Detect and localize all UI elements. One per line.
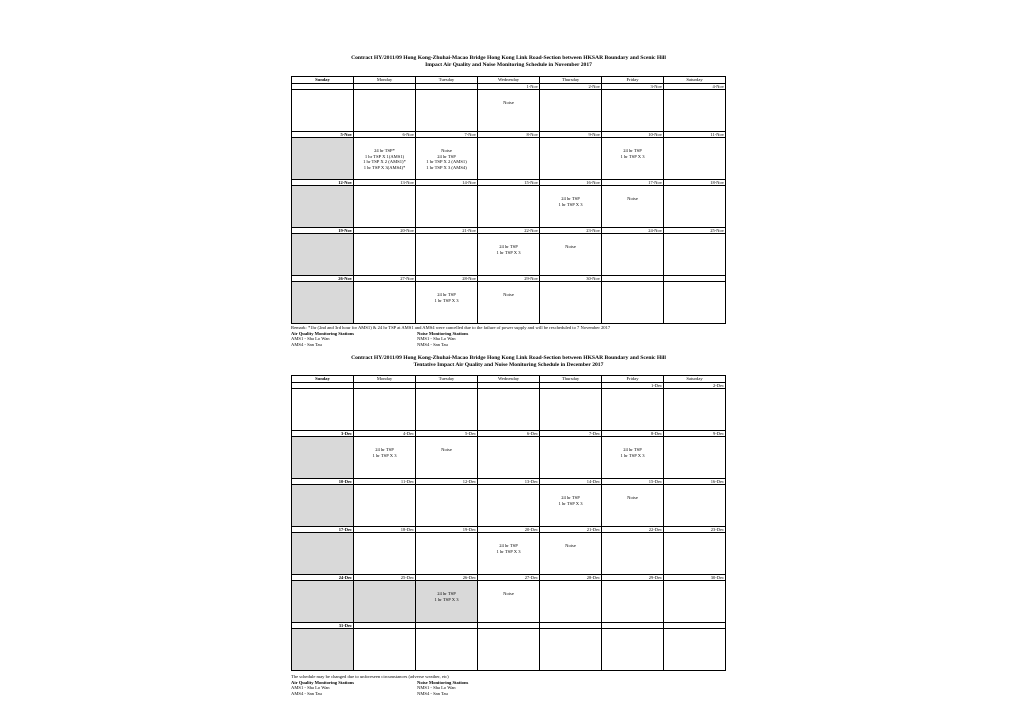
day-cell: [602, 234, 664, 276]
day-cell: [292, 629, 354, 671]
date-label: 19-Nov: [292, 228, 354, 234]
day-cell: [540, 234, 602, 276]
activity-line: Noise: [441, 148, 452, 153]
day-cell: [354, 437, 416, 479]
dec-aq-2: AMS4 - San Tau: [291, 690, 322, 696]
date-label: 14-Dec: [540, 479, 602, 485]
day-cell: [478, 138, 540, 180]
activity-line: 24 hr TSP: [437, 591, 456, 596]
day-cell: [664, 234, 726, 276]
day-cell: [478, 437, 540, 479]
weekday-header: Monday: [354, 77, 416, 84]
date-label: 2-Dec: [664, 383, 726, 389]
day-cell: [416, 581, 478, 623]
day-cell: [664, 90, 726, 132]
activity-line: 24 hr TSP: [499, 244, 518, 249]
day-cell: [664, 581, 726, 623]
activity-line: 1 hr TSP X 3: [496, 548, 521, 554]
dec-aq-label: Air Quality Monitoring Stations: [291, 679, 355, 685]
activity-line: 1 hr TSP X 3: [372, 452, 397, 458]
day-cell: [540, 581, 602, 623]
day-cell: [354, 581, 416, 623]
date-label: 22-Dec: [602, 527, 664, 533]
activity-line: Noise: [503, 292, 514, 297]
day-cell: [292, 90, 354, 132]
day-cell: [354, 234, 416, 276]
day-cell: [416, 533, 478, 575]
day-cell: [664, 186, 726, 228]
nov-notes: [291, 325, 610, 347]
date-label: 3-Dec: [292, 431, 354, 437]
november-calendar: [291, 76, 726, 324]
day-cell: [292, 138, 354, 180]
date-label: 2-Nov: [540, 84, 602, 90]
nov-remark: Remark: *1hr (2nd and 3rd hour for AMS1) & 24 hr TSP at AMS1 and AMS4 were cancelled due to the failure of power supply and will be rescheduled to 7 November 2017: [291, 325, 611, 330]
day-cell: [478, 186, 540, 228]
day-cell: [416, 186, 478, 228]
day-cell: [540, 629, 602, 671]
nov-title-line1: Contract HY/2011/09 Hong Kong-Zhuhai-Macao Bridge Hong Kong Link Road-Section between HKSAR Boundary and Scenic Hill: [351, 55, 666, 61]
weekday-header: Monday: [354, 376, 416, 383]
activity-line: 1 hr TSP X 3: [558, 201, 583, 207]
day-cell: [602, 437, 664, 479]
date-label: 30-Nov: [540, 276, 602, 282]
date-label: 10-Dec: [292, 479, 354, 485]
day-cell: [602, 533, 664, 575]
day-cell: [664, 389, 726, 431]
nov-noise-2: NMS4 - San Tau: [417, 341, 448, 347]
date-label: 11-Nov: [664, 132, 726, 138]
date-label: 28-Dec: [540, 575, 602, 581]
activity-line: 1 hr TSP X 3: [434, 596, 459, 602]
day-cell: [664, 533, 726, 575]
date-label: 23-Dec: [664, 527, 726, 533]
dec-remark: The schedule may be changed due to unforeseen circumstances (adverse weather, etc): [291, 674, 449, 679]
date-label: 4-Dec: [354, 431, 416, 437]
date-label: 27-Nov: [354, 276, 416, 282]
date-label: 6-Nov: [354, 132, 416, 138]
activity-line: 1 hr TSP X 3: [558, 500, 583, 506]
day-cell: [664, 485, 726, 527]
date-label: 1-Nov: [478, 84, 540, 90]
activity-line: Noise: [565, 244, 576, 249]
day-cell: [602, 629, 664, 671]
weekday-header: Sunday: [292, 77, 354, 84]
activity-line: 1 hr TSP X 3: [496, 249, 521, 255]
day-cell: [478, 234, 540, 276]
date-label: 22-Nov: [478, 228, 540, 234]
activity-line: 24 hr TSP: [499, 543, 518, 548]
activity-line: 1 hr TSP X 3(AMS4)*: [363, 164, 406, 170]
day-cell: [664, 437, 726, 479]
weekday-header: Friday: [602, 376, 664, 383]
date-label: 1-Dec: [602, 383, 664, 389]
day-cell: [416, 389, 478, 431]
day-cell: [602, 282, 664, 324]
activity-line: 24 hr TSP: [561, 495, 580, 500]
dec-notes: [291, 674, 469, 696]
nov-aq-2: AMS4 - San Tau: [291, 341, 322, 347]
date-label: 18-Nov: [664, 180, 726, 186]
day-cell: [354, 629, 416, 671]
day-cell: [540, 485, 602, 527]
nov-aq-label: Air Quality Monitoring Stations: [291, 330, 355, 336]
activity-line: 1 hr TSP X 3 (AMS4): [426, 164, 467, 170]
dec-noise-1: NMS1 - Sha Lo Wan: [417, 685, 456, 691]
dec-noise-label: Noise Monitoring Stations: [417, 679, 469, 685]
day-cell: [602, 90, 664, 132]
day-cell: [540, 282, 602, 324]
activity-line: 24 hr TSP: [623, 447, 642, 452]
date-label: 30-Dec: [664, 575, 726, 581]
date-label: 15-Nov: [478, 180, 540, 186]
day-cell: [416, 234, 478, 276]
date-label: 16-Nov: [540, 180, 602, 186]
nov-aq-1: AMS1 - Sha Lo Wan: [291, 336, 330, 342]
date-label: 25-Nov: [664, 228, 726, 234]
day-cell: [416, 138, 478, 180]
dec-title-line2: Tentative Impact Air Quality and Noise Monitoring Schedule in December 2017: [413, 362, 604, 368]
date-label: 7-Dec: [540, 431, 602, 437]
dec-aq-1: AMS1 - Sha Lo Wan: [291, 685, 330, 691]
date-label: 5-Nov: [292, 132, 354, 138]
day-cell: [478, 581, 540, 623]
date-label: 12-Nov: [292, 180, 354, 186]
day-cell: [664, 282, 726, 324]
day-cell: [354, 90, 416, 132]
date-label: 27-Dec: [478, 575, 540, 581]
day-cell: [416, 282, 478, 324]
weekday-header: Thursday: [540, 77, 602, 84]
day-cell: [416, 485, 478, 527]
day-cell: [354, 138, 416, 180]
activity-line: Noise: [441, 447, 452, 452]
day-cell: [664, 138, 726, 180]
activity-line: 24 hr TSP: [623, 148, 642, 153]
activity-line: Noise: [627, 196, 638, 201]
day-cell: [602, 186, 664, 228]
day-cell: [354, 389, 416, 431]
date-label: 16-Dec: [664, 479, 726, 485]
weekday-header: Tuesday: [416, 77, 478, 84]
day-cell: [416, 90, 478, 132]
activity-line: 24 hr TSP: [437, 153, 456, 159]
day-cell: [540, 138, 602, 180]
date-label: 24-Nov: [602, 228, 664, 234]
day-cell: [478, 90, 540, 132]
day-cell: [478, 389, 540, 431]
weekday-header: Sunday: [292, 376, 354, 383]
date-label: 20-Dec: [478, 527, 540, 533]
activity-line: 1 hr TSP X 3: [620, 153, 645, 159]
weekday-header: Saturday: [664, 77, 726, 84]
date-label: 13-Nov: [354, 180, 416, 186]
date-label: 7-Nov: [416, 132, 478, 138]
day-cell: [292, 485, 354, 527]
weekday-header: Wednesday: [478, 77, 540, 84]
activity-line: 24 hr TSP: [375, 447, 394, 452]
day-cell: [292, 234, 354, 276]
date-label: 31-Dec: [292, 623, 354, 629]
day-cell: [540, 389, 602, 431]
day-cell: [540, 186, 602, 228]
date-label: 18-Dec: [354, 527, 416, 533]
day-cell: [416, 437, 478, 479]
activity-line: 24 hr TSP: [561, 196, 580, 201]
activity-line: 24 hr TSP*: [374, 148, 395, 153]
activity-line: Noise: [503, 591, 514, 596]
date-label: 6-Dec: [478, 431, 540, 437]
day-cell: [292, 282, 354, 324]
date-label: 10-Nov: [602, 132, 664, 138]
day-cell: [540, 90, 602, 132]
date-label: 8-Nov: [478, 132, 540, 138]
date-label: 13-Dec: [478, 479, 540, 485]
date-label: 29-Dec: [602, 575, 664, 581]
date-label: 29-Nov: [478, 276, 540, 282]
day-cell: [354, 186, 416, 228]
activity-line: 1 hr TSP X 3: [434, 297, 459, 303]
date-label: 9-Nov: [540, 132, 602, 138]
date-label: 25-Dec: [354, 575, 416, 581]
activity-line: 1 hr TSP X 2 (AMS1): [426, 159, 467, 164]
date-label: 23-Nov: [540, 228, 602, 234]
day-cell: [354, 282, 416, 324]
date-label: 14-Nov: [416, 180, 478, 186]
date-label: 24-Dec: [292, 575, 354, 581]
date-label: 17-Nov: [602, 180, 664, 186]
date-label: 5-Dec: [416, 431, 478, 437]
day-cell: [478, 282, 540, 324]
day-cell: [602, 581, 664, 623]
weekday-header: Thursday: [540, 376, 602, 383]
activity-line: Noise: [627, 495, 638, 500]
date-label: 15-Dec: [602, 479, 664, 485]
day-cell: [292, 389, 354, 431]
december-calendar: [291, 375, 726, 671]
activity-line: 24 hr TSP: [437, 292, 456, 297]
activity-line: 1 hr TSP X 1(AMS1): [364, 153, 405, 159]
date-label: 11-Dec: [354, 479, 416, 485]
activity-line: Noise: [565, 543, 576, 548]
day-cell: [478, 485, 540, 527]
day-cell: [602, 389, 664, 431]
day-cell: [540, 533, 602, 575]
date-label: 26-Dec: [416, 575, 478, 581]
weekday-header: Wednesday: [478, 376, 540, 383]
day-cell: [354, 533, 416, 575]
weekday-header: Friday: [602, 77, 664, 84]
day-cell: [602, 485, 664, 527]
date-label: 19-Dec: [416, 527, 478, 533]
date-label: 9-Dec: [664, 431, 726, 437]
date-label: 20-Nov: [354, 228, 416, 234]
day-cell: [292, 186, 354, 228]
date-label: 8-Dec: [602, 431, 664, 437]
dec-noise-2: NMS4 - San Tau: [417, 690, 448, 696]
day-cell: [602, 138, 664, 180]
day-cell: [478, 533, 540, 575]
date-label: 4-Nov: [664, 84, 726, 90]
day-cell: [292, 581, 354, 623]
date-label: 26-Nov: [292, 276, 354, 282]
activity-line: 1 hr TSP X 2 (AMS1)*: [363, 159, 406, 164]
date-label: 21-Nov: [416, 228, 478, 234]
day-cell: [292, 533, 354, 575]
date-label: 21-Dec: [540, 527, 602, 533]
date-label: 12-Dec: [416, 479, 478, 485]
day-cell: [540, 437, 602, 479]
weekday-header: Tuesday: [416, 376, 478, 383]
activity-line: 1 hr TSP X 3: [620, 452, 645, 458]
dec-title-line1: Contract HY/2011/09 Hong Kong-Zhuhai-Macao Bridge Hong Kong Link Road-Section between HKSAR Boundary and Scenic Hill: [351, 355, 666, 361]
date-label: 17-Dec: [292, 527, 354, 533]
date-label: 28-Nov: [416, 276, 478, 282]
day-cell: [664, 629, 726, 671]
activity-line: Noise: [503, 100, 514, 105]
weekday-header: Saturday: [664, 376, 726, 383]
nov-noise-label: Noise Monitoring Stations: [417, 330, 469, 336]
day-cell: [292, 437, 354, 479]
nov-noise-1: NMS1 - Sha Lo Wan: [417, 336, 456, 342]
date-label: 3-Nov: [602, 84, 664, 90]
day-cell: [416, 629, 478, 671]
nov-title-line2: Impact Air Quality and Noise Monitoring Schedule in November 2017: [425, 62, 592, 68]
day-cell: [354, 485, 416, 527]
day-cell: [478, 629, 540, 671]
